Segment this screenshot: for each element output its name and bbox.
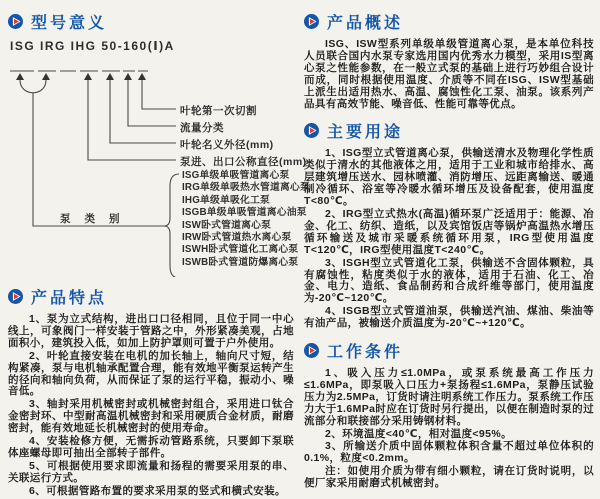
section-title: 产品特点: [31, 290, 108, 307]
model-meaning-heading: [8, 10, 294, 33]
left-column: [8, 8, 310, 499]
pump-type-item: ISG单级单吸管道离心泵: [182, 170, 290, 181]
condition-note: 注：如使用介质为带有细小颗粒，请在订货时说明，以便厂家采用耐磨式机械密封。: [304, 465, 594, 490]
play-icon: [304, 14, 319, 29]
use-paragraph: 2、IRG型立式热水(高温)循环泵广泛适用于：能源、冶金、化工、纺织、造纸，以及宾馆饭店等锅炉高温热水增压循环输送及城市采暖系统循环用泵，IRG型使用温度T<120℃，IRG型使用温度T<240℃。: [304, 207, 594, 256]
label-flow-class: 流量分类: [180, 122, 224, 134]
section-title: 工作条件: [327, 344, 404, 362]
condition-paragraph: 1、吸入压力≤1.0MPa，或泵系统最高工作压力≤1.6MPa，即泵吸入口压力+泵扬程≤1.6MPa，泵静压试验压力为2.5MPa，订货时请注明系统工作压力。泵系统工作压力大于1.6MPa时应在订货时另行提出，以便在制造时泵的过流部分和联接部分采用铸钢材料。: [304, 367, 594, 427]
section-title: 主要用途: [327, 124, 404, 142]
pump-type-item: ISW卧式管道离心泵: [182, 219, 272, 231]
section-title: 产品概述: [327, 15, 404, 32]
label-pump-category: 泵类别: [60, 213, 134, 225]
section-title: 型号意义: [31, 15, 108, 32]
feature-paragraph: 3、轴封采用机械密封或机械密封组合，采用进口钛合金密封环、中型耐高温机械密封和采用硬质合金材质，耐磨密封，能有效地延长机械密封的使用寿命。: [8, 398, 294, 435]
overview-heading: [304, 10, 594, 33]
condition-paragraph: 3、所输送介质中固体颗粒体积含量不超过单位体积的0.1%，粒度<0.2mm。: [304, 440, 594, 465]
condition-paragraph: 2、环境温度<40℃，相对温度<95%。: [325, 427, 513, 440]
pump-type-item: IHG单级单吸化工泵: [182, 194, 270, 206]
uses-heading: [304, 119, 594, 142]
label-impeller-diameter: 叶轮名义外径(mm): [180, 139, 274, 151]
right-column: [304, 8, 594, 491]
pump-type-item: ISWB卧式管道防爆离心泵: [182, 256, 299, 268]
pump-type-item: IRG单级单吸热水管道离心泵: [182, 182, 310, 194]
label-impeller-first-cut: 叶轮第一次切割: [180, 105, 257, 117]
conditions-heading: [304, 339, 594, 362]
use-paragraph: 1、ISG型立式管道离心泵，供输送清水及物理化学性质类似于清水的其他液体之用，适用于工业和城市给排水、高层建筑增压送水、园林喷灌、消防增压、远距离输送、暖通制冷循环、浴室等冷暖水循环增压及设备配套，使用温度T<80℃。: [304, 147, 594, 208]
pump-type-list: [182, 170, 310, 269]
features-heading: [8, 285, 294, 308]
feature-paragraph: 2、叶轮直接安装在电机的加长轴上，轴向尺寸短，结构紧凑，泵与电机轴承配置合理，能有效地平衡泵运转产生的径向和轴向负荷，从而保证了泵的运行平稳，振动小、噪音低。: [8, 349, 294, 398]
pump-type-item: IRW卧式管道热水离心泵: [182, 232, 292, 244]
model-code: ISG IRG IHG 50-160(Ⅰ)A: [10, 39, 175, 53]
overview-paragraph: ISG、ISW型系列单级单级管道离心泵，是本单位科技人员联合国内水泵专家选用国内优秀水力模型，采用IS型离心泵之性能参数，在一般立式泵的基础上进行巧妙组合设计而成，同时根据使用温度、介质等不同在ISG、ISW型基础上派生出适用热水、高温、腐蚀性化工泵、油泵。该系列产品具有高效节能、噪音低、性能可靠等优点。: [304, 38, 594, 110]
play-icon: [304, 123, 319, 138]
play-icon: [8, 14, 23, 29]
pump-type-item: ISGB单级单吸管道离心油泵: [182, 207, 307, 219]
play-icon: [304, 343, 319, 358]
feature-paragraph: 5、可根据使用要求即流量和扬程的需要采用泵的串、关联运行方式。: [8, 459, 294, 484]
use-paragraph: 3、ISGH型立式管道化工泵，供输送不含固体颗粒，具有腐蚀性，粘度类似于水的液体，适用于石油、化工、冶金、电力、造纸、食品制药和合成纤维等部门，使用温度为-20℃~120℃。: [304, 256, 594, 305]
model-code-diagram: [8, 39, 310, 277]
feature-paragraph: 6、可根据管路布置的要求采用泵的竖式和横式安装。: [29, 484, 286, 497]
use-paragraph: 4、ISGB型立式管道油泵，供输送汽油、煤油、柴油等有油产品，被输送介质温度为-20℃~+120℃。: [304, 305, 594, 330]
feature-paragraph: 1、泵为立式结构，进出口口径相同，且位于同一中心线上，可象阀门一样安装于管路之中，外形紧凑美观，占地面积小，建筑投入低，如加上防护罩则可置于户外使用。: [8, 313, 294, 349]
label-port-diameter: 泵进、出口公称直径(mm): [180, 156, 307, 168]
pump-type-item: ISWH卧式管道化工离心泵: [182, 244, 299, 256]
play-icon: [8, 289, 23, 304]
feature-paragraph: 4、安装检修方便，无需拆动管路系统，只要卸下泵联体座螺母即可抽出全部转子部件。: [8, 435, 294, 459]
